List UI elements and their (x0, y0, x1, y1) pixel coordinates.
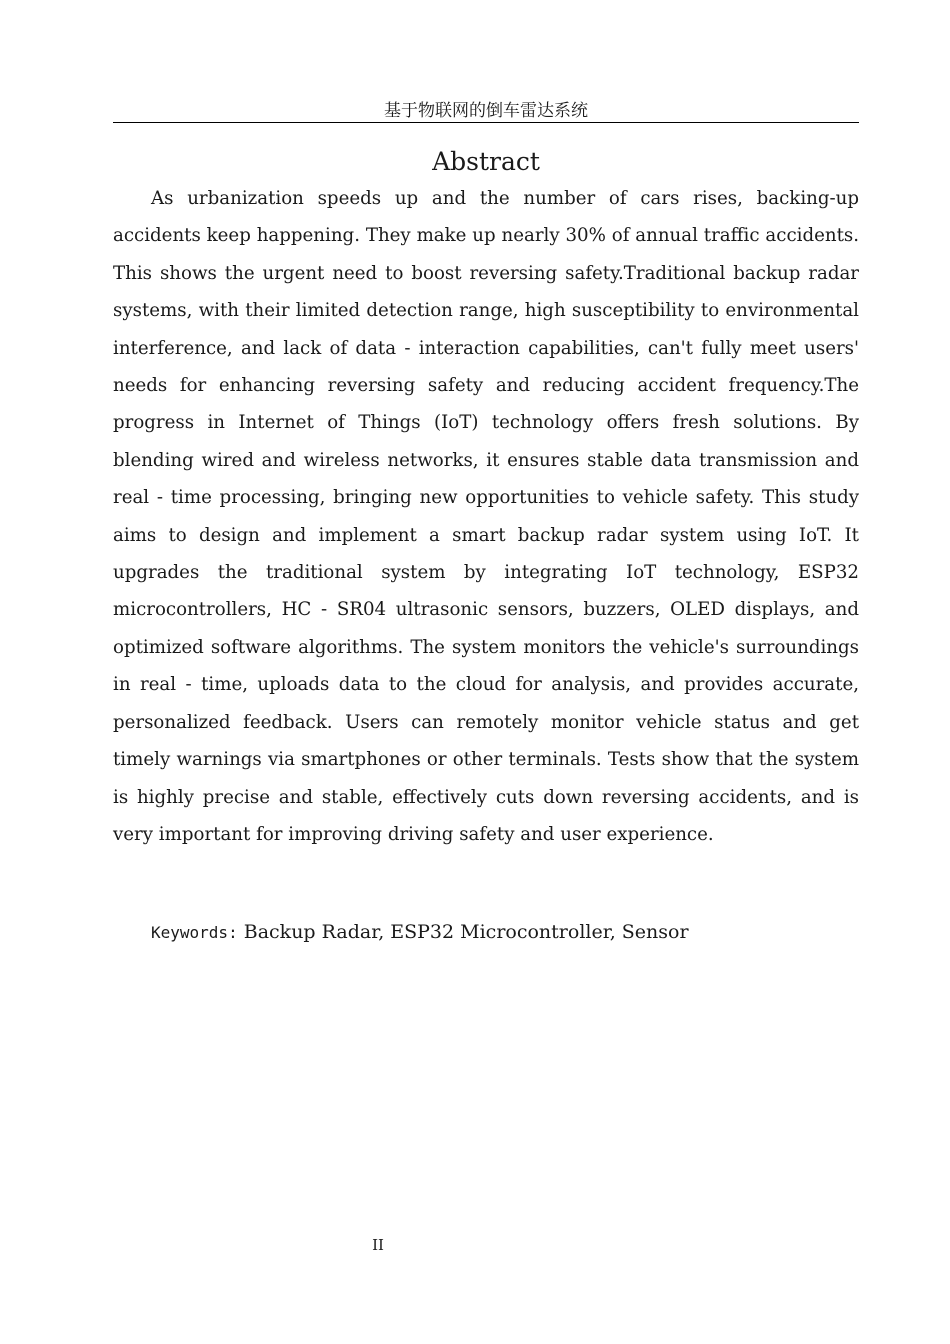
keywords-line (151, 917, 859, 948)
page-number: II (372, 1236, 384, 1254)
keywords-value: Backup Radar, ESP32 Microcontroller, Sensor (243, 921, 689, 943)
abstract-body: As urbanization speeds up and the number of cars rises, backing-up accidents keep happening. They make up nearly 30% of annual traffic accidents. This shows the urgent need to boost reversing safety.Traditional backup radar systems, with their limited detection range, high susceptibility to environmental interference, and lack of data - interaction capabilities, can't fully meet users' needs for enhancing reversing safety and reducing accident frequency.The progress in Internet of Things (IoT) technology offers fresh solutions. By blending wired and wireless networks, it ensures stable data transmission and real - time processing, bringing new opportunities to vehicle safety. This study aims to design and implement a smart backup radar system using IoT. It upgrades the traditional system by integrating IoT technology, ESP32 microcontrollers, HC - SR04 ultrasonic sensors, buzzers, OLED displays, and optimized software algorithms. The system monitors the vehicle's surroundings in real - time, uploads data to the cloud for analysis, and provides accurate, personalized feedback. Users can remotely monitor vehicle status and get timely warnings via smartphones or other terminals. Tests show that the system is highly precise and stable, effectively cuts down reversing accidents, and is very important for improving driving safety and user experience. (113, 188, 859, 845)
keywords-label: Keywords: (151, 923, 238, 942)
abstract-heading: Abstract (432, 147, 540, 176)
running-header: 基于物联网的倒车雷达系统 (113, 100, 859, 123)
